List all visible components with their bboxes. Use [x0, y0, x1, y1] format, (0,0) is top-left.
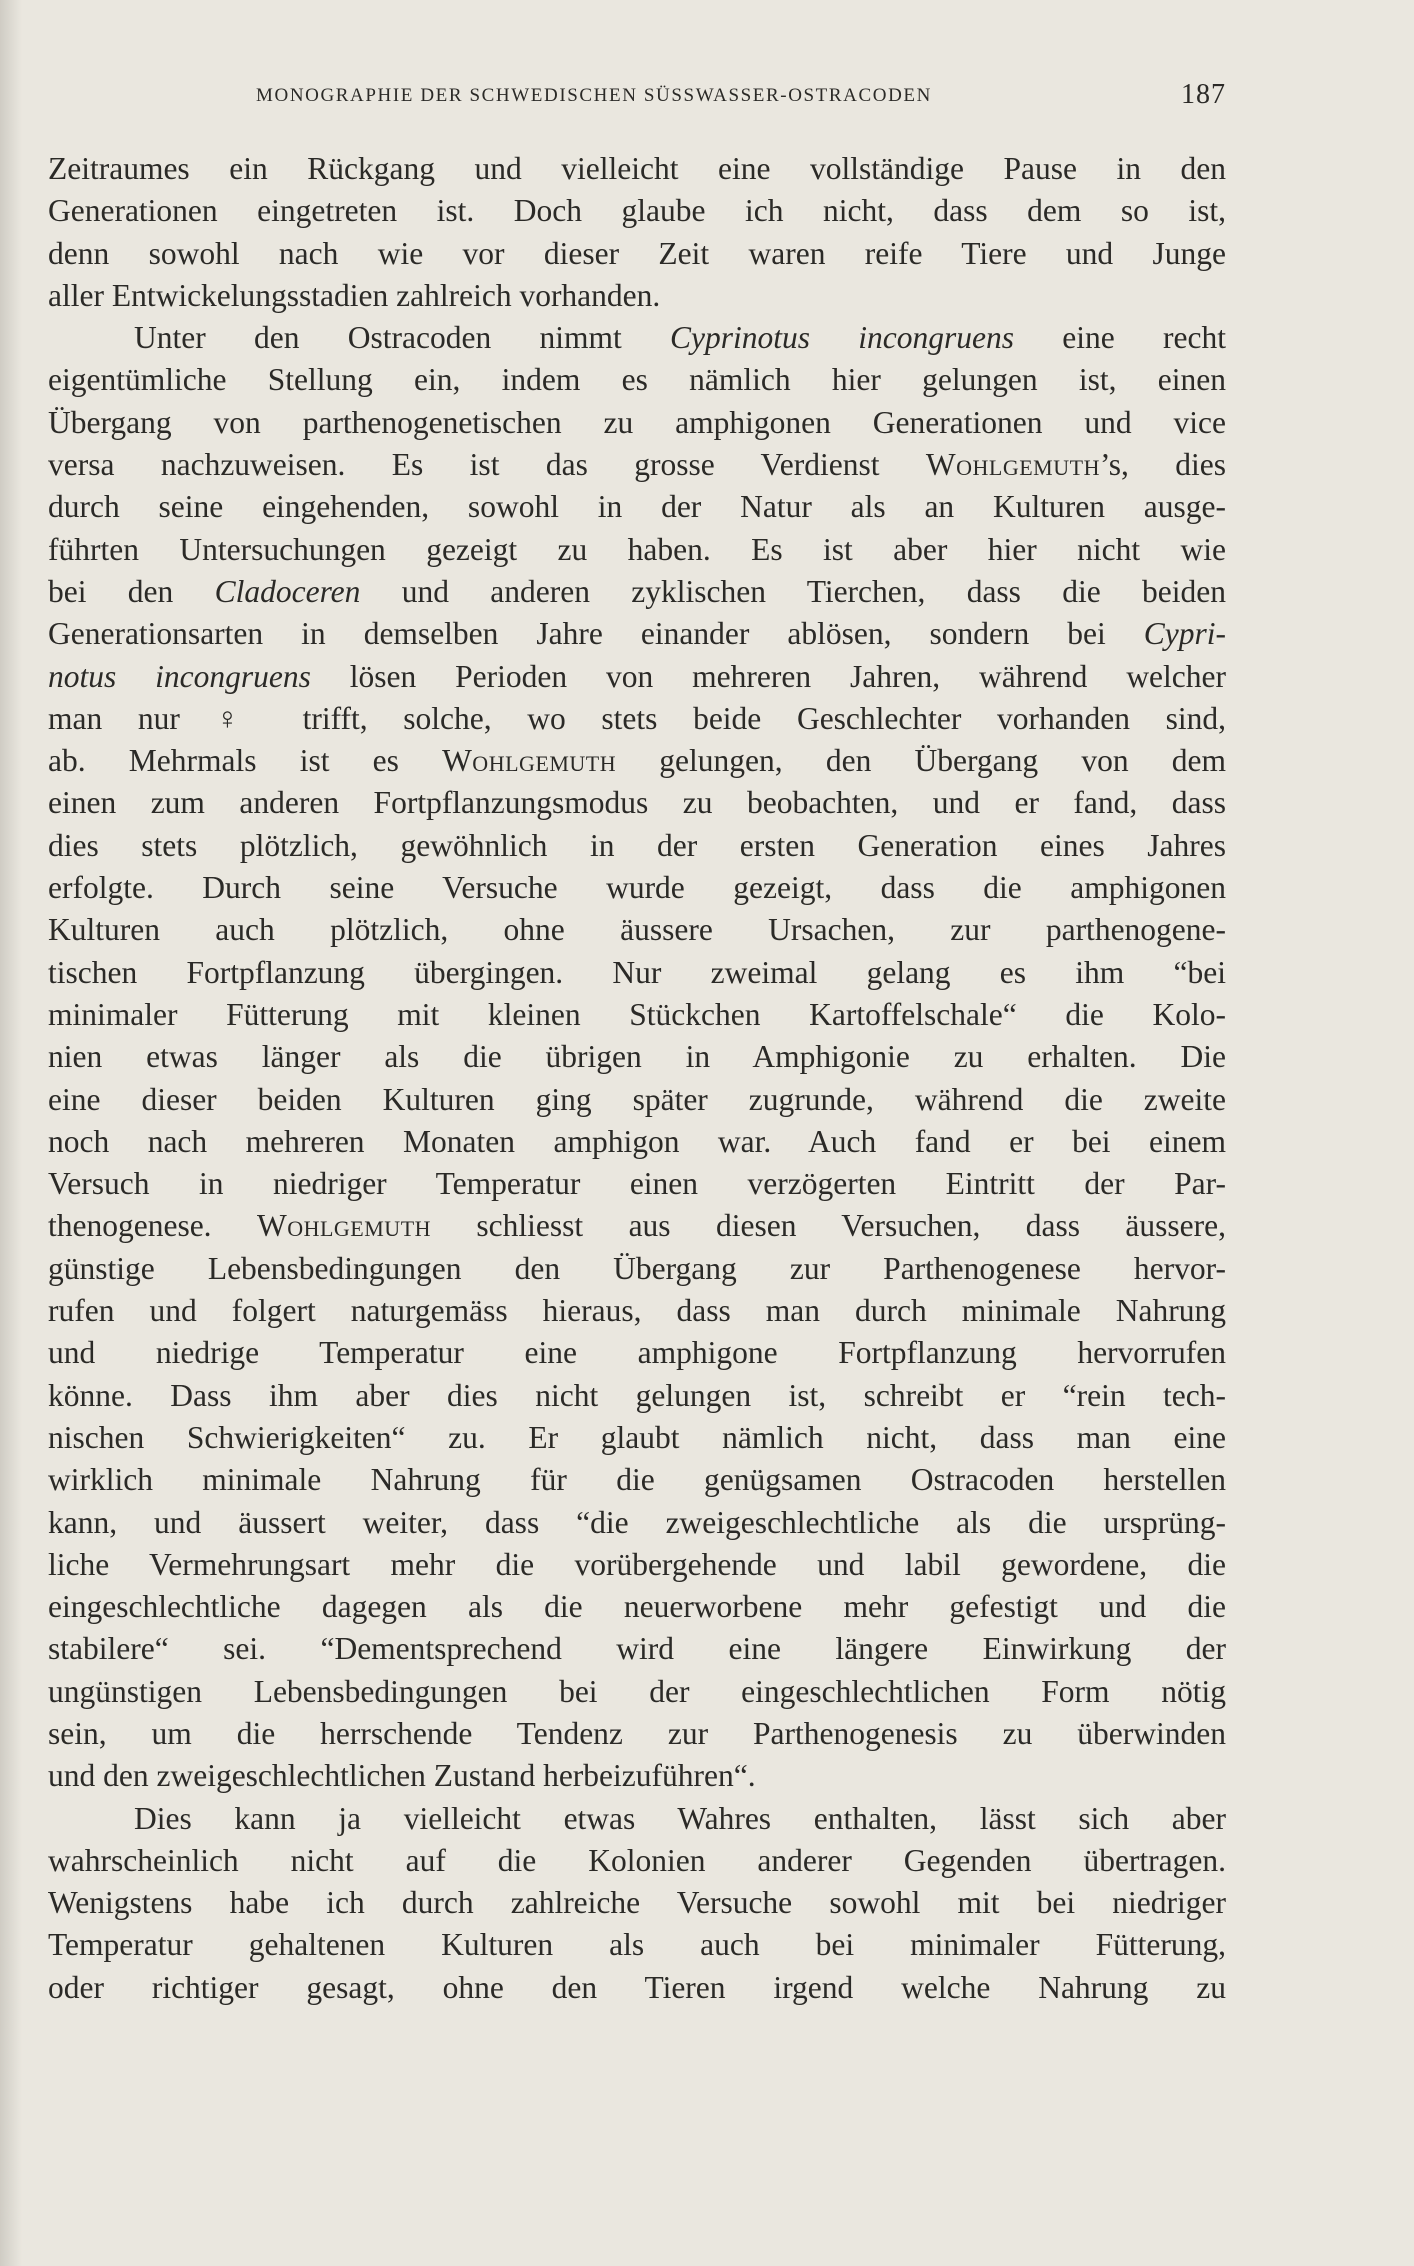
species-name: notus incongruens	[48, 658, 311, 694]
text-run: bei den	[48, 573, 215, 609]
text-line	[48, 613, 1226, 655]
text-line: nischen Schwierigkeiten“ zu. Er glaubt nämlich nicht, dass man eine	[48, 1419, 1226, 1455]
text-line: Zeitraumes ein Rückgang und vielleicht eine vollständige Pause in den	[48, 151, 1226, 186]
text-line: durch seine eingehenden, sowohl in der Natur als an Kulturen ausge-	[48, 489, 1226, 525]
text-line	[48, 740, 1226, 782]
text-line: rufen und folgert naturgemäss hieraus, dass man durch minimale Nahrung	[48, 1293, 1226, 1329]
text-run: und anderen zyklischen Tierchen, dass die beiden	[360, 573, 1227, 609]
species-name: Cypri-	[1143, 616, 1226, 652]
text-run: ab. Mehrmals ist es	[48, 743, 443, 779]
text-line: sein, um die herrschende Tendenz zur Parthenogenesis zu überwinden	[48, 1715, 1226, 1751]
text-line: Versuch in niedriger Temperatur einen verzögerten Eintritt der Par-	[48, 1166, 1226, 1202]
text-line: nien etwas länger als die übrigen in Amphigonie zu erhalten. Die	[48, 1039, 1226, 1075]
text-line: eigentümliche Stellung ein, indem es nämlich hier gelungen ist, einen	[48, 362, 1226, 398]
text-run: eine recht	[1014, 320, 1226, 356]
text-line: Dies kann ja vielleicht etwas Wahres enthalten, lässt sich aber	[134, 1800, 1226, 1836]
text-line: aller Entwickelungsstadien zahlreich vorhanden.	[48, 277, 661, 313]
text-line: wahrscheinlich nicht auf die Kolonien anderer Gegenden übertragen.	[48, 1842, 1226, 1878]
running-title: MONOGRAPHIE DER SCHWEDISCHEN SÜSSWASSER-OSTRACODEN	[256, 85, 932, 106]
text-run: gelungen, den Übergang von dem	[616, 743, 1226, 779]
text-line: führten Untersuchungen gezeigt zu haben. Es ist aber hier nicht wie	[48, 531, 1226, 567]
text-line: und den zweigeschlechtlichen Zustand herbeizuführen“.	[48, 1758, 756, 1794]
text-line: und niedrige Temperatur eine amphigone Fortpflanzung hervorrufen	[48, 1335, 1226, 1371]
text-line	[48, 317, 1226, 359]
text-line: Kulturen auch plötzlich, ohne äussere Ursachen, zur parthenogene-	[48, 912, 1226, 948]
author-name: Wohlgemuth	[442, 743, 617, 779]
body-text	[48, 148, 1226, 2009]
text-line: liche Vermehrungsart mehr die vorübergehende und labil gewordene, die	[48, 1546, 1226, 1582]
text-line: Übergang von parthenogenetischen zu amphigonen Generationen und vice	[48, 404, 1226, 440]
author-name: Wohlgemuth	[925, 447, 1100, 483]
text-line: denn sowohl nach wie vor dieser Zeit waren reife Tiere und Junge	[48, 235, 1226, 271]
text-line: einen zum anderen Fortpflanzungsmodus zu beobachten, und er fand, dass	[48, 785, 1226, 821]
text-line: dies stets plötzlich, gewöhnlich in der ersten Generation eines Jahres	[48, 827, 1226, 863]
text-line: man nur ♀ trifft, solche, wo stets beide Geschlechter vorhanden sind,	[48, 700, 1226, 736]
text-line: erfolgte. Durch seine Versuche wurde gezeigt, dass die amphigonen	[48, 870, 1226, 906]
text-run: versa nachzuweisen. Es ist das grosse Verdienst	[48, 447, 926, 483]
text-line	[48, 656, 1226, 698]
text-run: Unter den Ostracoden nimmt	[134, 320, 670, 356]
text-line: tischen Fortpflanzung übergingen. Nur zweimal gelang es ihm “bei	[48, 954, 1226, 990]
text-line	[48, 444, 1226, 486]
text-run: thenogenese.	[48, 1208, 257, 1244]
text-run: lösen Perioden von mehreren Jahren, während welcher	[310, 658, 1226, 694]
text-line: minimaler Fütterung mit kleinen Stückchen Kartoffelschale“ die Kolo-	[48, 996, 1226, 1032]
text-line	[48, 571, 1226, 613]
text-line: ungünstigen Lebensbedingungen bei der eingeschlechtlichen Form nötig	[48, 1673, 1226, 1709]
text-line: wirklich minimale Nahrung für die genügsamen Ostracoden herstellen	[48, 1462, 1226, 1498]
text-line: Temperatur gehaltenen Kulturen als auch bei minimaler Fütterung,	[48, 1927, 1226, 1963]
text-run: ’s, dies	[1099, 447, 1226, 483]
text-line: stabilere“ sei. “Dementsprechend wird eine längere Einwirkung der	[48, 1631, 1226, 1667]
page-edge-shadow	[0, 0, 22, 2266]
text-line: eine dieser beiden Kulturen ging später zugrunde, während die zweite	[48, 1081, 1226, 1117]
text-line: oder richtiger gesagt, ohne den Tieren irgend welche Nahrung zu	[48, 1969, 1226, 2005]
text-line: Generationen eingetreten ist. Doch glaube ich nicht, dass dem so ist,	[48, 193, 1226, 229]
author-name: Wohlgemuth	[256, 1208, 432, 1244]
text-line: könne. Dass ihm aber dies nicht gelungen ist, schreibt er “rein tech-	[48, 1377, 1226, 1413]
text-run: schliesst aus diesen Versuchen, dass äussere,	[431, 1208, 1226, 1244]
text-line: kann, und äussert weiter, dass “die zweigeschlechtliche als die ursprüng-	[48, 1504, 1226, 1540]
text-run: Generationsarten in demselben Jahre einander ablösen, sondern bei	[48, 616, 1144, 652]
text-line: günstige Lebensbedingungen den Übergang zur Parthenogenese hervor-	[48, 1250, 1226, 1286]
species-name: Cyprinotus incongruens	[670, 320, 1015, 356]
running-head	[256, 79, 1226, 113]
page-number: 187	[1181, 79, 1226, 110]
taxon-name: Cladoceren	[214, 573, 361, 609]
text-line: Wenigstens habe ich durch zahlreiche Versuche sowohl mit bei niedriger	[48, 1885, 1226, 1921]
text-line	[48, 1205, 1226, 1247]
text-line: noch nach mehreren Monaten amphigon war. Auch fand er bei einem	[48, 1123, 1226, 1159]
text-line: eingeschlechtliche dagegen als die neuerworbene mehr gefestigt und die	[48, 1589, 1226, 1625]
